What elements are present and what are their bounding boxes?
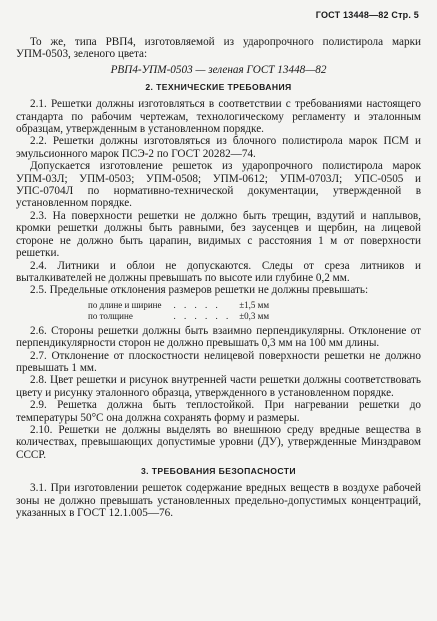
clause-2-10: 2.10. Решетки не должны выделять во внешнюю среду вредные вещества в количествах, превышающих допустимые уровни (ДУ), утвержденные Минздравом СССР. (16, 423, 421, 461)
deviation-value: ±0,3 мм (239, 310, 270, 321)
deviation-value: ±1,5 мм (239, 299, 270, 310)
clause-2-1: 2.1. Решетки должны изготовляться в соответствии с требованиями настоящего стандарта по рабочим чертежам, технологическому регламенту и эталонным образцам, утвержденным в установленном порядке. (16, 98, 421, 136)
clause-2-2: 2.2. Решетки должны изготовляться из блочного полистирола марок ПСМ и эмульсионного марок ПСЭ-2 по ГОСТ 20282—74. (16, 135, 421, 160)
section-2-heading: 2. ТЕХНИЧЕСКИЕ ТРЕБОВАНИЯ (145, 82, 292, 93)
clause-2-2-addendum: Допускается изготовление решеток из ударопрочного полистирола марок УПМ-03Л; УПМ-0503; УПМ-0508; УПМ-0612; УПМ-0703Л; УПС-0505 и УПС-0704Л по нормативно-технической документации, утвержденной в установленном порядке. (16, 160, 421, 210)
deviation-table (88, 300, 273, 322)
clause-2-8: 2.8. Цвет решетки и рисунок внутренней части решетки должны соответствовать цвету и рисунку эталонного образца, утвержденного в установленном порядке. (16, 374, 421, 399)
page-content (16, 36, 421, 519)
page-header: ГОСТ 13448—82 Стр. 5 (315, 10, 419, 20)
clause-2-4: 2.4. Литники и облои не допускаются. Следы от среза литников и выталкивателей не должны превышать по высоте или глубине 0,2 мм. (16, 259, 421, 284)
clause-3-1: 3.1. При изготовлении решеток содержание вредных веществ в воздухе рабочей зоны не должно превышать установленных предельно-допустимых концентраций, указанных в ГОСТ 12.1.005—76. (16, 482, 421, 519)
deviation-label: по длине и ширине (88, 299, 162, 310)
product-designation: РВП4-УПМ-0503 — зеленая ГОСТ 13448—82 (110, 63, 327, 76)
clause-2-7: 2.7. Отклонение от плоскостности нелицевой поверхности решетки не должно превышать 1 мм. (16, 349, 421, 374)
section-3-heading: 3. ТРЕБОВАНИЯ БЕЗОПАСНОСТИ (140, 466, 296, 477)
clause-2-9: 2.9. Решетка должна быть теплостойкой. При нагревании решетки до температуры 50°С она должна сохранять форму и размеры. (16, 399, 421, 424)
leader-dots: . . . . . (173, 299, 221, 310)
deviation-row (88, 300, 273, 311)
intro-paragraph: То же, типа РВП4, изготовляемой из ударопрочного полистирола марки УПМ-0503, зеленого цвета: (16, 36, 421, 61)
clause-2-6: 2.6. Стороны решетки должны быть взаимно перпендикулярны. Отклонение от перпендикулярности сторон не должно превышать 0,3 мм на 100 мм длины. (16, 324, 421, 350)
leader-dots: . . . . . . (173, 310, 232, 321)
deviation-row (88, 311, 273, 322)
clause-2-3: 2.3. На поверхности решетки не должно быть трещин, вздутий и наплывов, кромки решетки должны быть равными, без заусенцев и щербин, на лицевой стороне не должно быть царапин, видимых с расстояния 1 м от поверхности решетки. (16, 209, 421, 260)
clause-2-5: 2.5. Предельные отклонения размеров решетки не должны превышать: (30, 284, 369, 297)
deviation-label: по толщине (88, 310, 133, 321)
